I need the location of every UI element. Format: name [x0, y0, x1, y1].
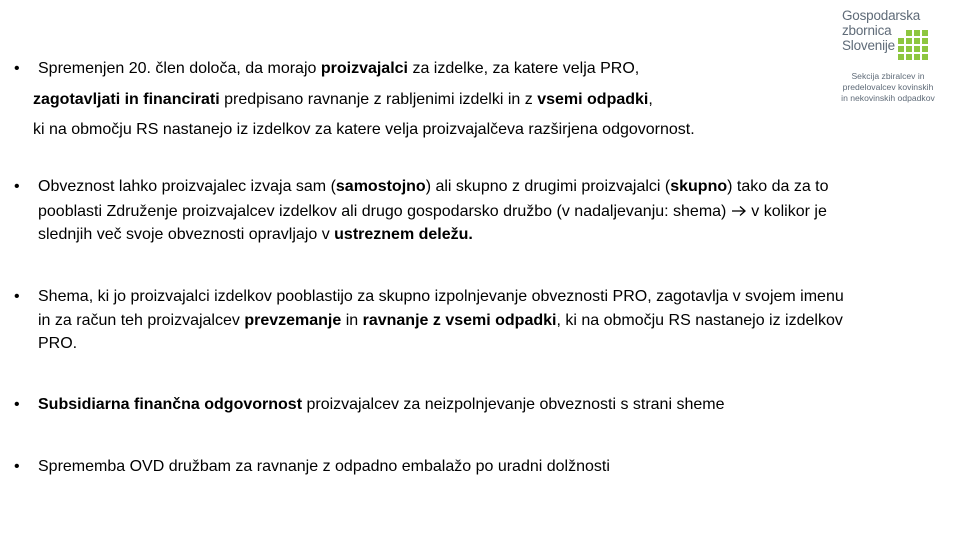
bullet-2-line-1 [38, 177, 829, 197]
body-text: ) tako da za to [727, 178, 829, 195]
bullet-5-line-1 [38, 457, 610, 477]
emphasis-text: zagotavljati in financirati [33, 91, 220, 108]
body-text: PRO. [38, 335, 78, 352]
body-text: in [341, 312, 363, 329]
emphasis-text: proizvajalci [320, 60, 408, 77]
body-text: Spremenjen 20. člen določa, da morajo [38, 60, 321, 77]
bullet-1-line-3 [33, 120, 695, 140]
body-text: Obveznost lahko proizvajalec izvaja sam ( [38, 178, 336, 195]
bullet-marker: • [14, 60, 20, 77]
body-text: ) ali skupno z drugimi proizvajalci ( [425, 178, 671, 195]
bullet-2-line-2 [38, 202, 827, 222]
body-text: in za račun teh proizvajalcev [38, 312, 245, 329]
body-text: predpisano ravnanje z rabljenimi izdelki in z [219, 91, 538, 108]
logo-org-name: Gospodarska zbornica Slovenije [842, 8, 921, 53]
body-text: Sprememba OVD družbam za ravnanje z odpadno embalažo po uradni dolžnosti [38, 458, 610, 475]
bullet-4-line-1 [38, 395, 724, 415]
emphasis-text: prevzemanje [244, 312, 342, 329]
body-text: , ki na območju RS nastanejo iz izdelkov [556, 312, 843, 329]
body-text: Shema, ki jo proizvajalci izdelkov pooblastijo za skupno izpolnjevanje obveznosti PRO, zagotavlja v svojem imenu [38, 288, 844, 305]
bullet-1-line-1 [38, 59, 639, 79]
bullet-3-line-3 [38, 334, 77, 354]
body-text: , [648, 91, 653, 108]
bullet-marker: • [14, 396, 20, 413]
body-text: slednjih več svoje obveznosti opravljajo v [38, 226, 335, 243]
emphasis-text: vsemi odpadki [537, 91, 649, 108]
logo-section-name: Sekcija zbiralcev in predelovalcev kovinskih in nekovinskih odpadkov [841, 71, 935, 103]
emphasis-text: Subsidiarna finančna odgovornost [38, 396, 303, 413]
bullet-1-line-2 [33, 90, 653, 110]
right-arrow-icon [731, 203, 747, 220]
bullet-marker: • [14, 178, 20, 195]
bullet-3-line-2 [38, 311, 843, 331]
bullet-3-line-1 [38, 287, 844, 307]
emphasis-text: ustreznem deležu. [334, 226, 473, 243]
body-text: ki na območju RS nastanejo iz izdelkov za katere velja proizvajalčeva razširjena odgovornost. [33, 121, 695, 138]
body-text: proizvajalcev za neizpolnjevanje obveznosti s strani sheme [302, 396, 725, 413]
bullet-marker: • [14, 458, 20, 475]
body-text: pooblasti Združenje proizvajalcev izdelkov ali drugo gospodarsko družbo (v nadaljevanju: shema) [38, 203, 731, 220]
bullet-marker: • [14, 288, 20, 305]
emphasis-text: skupno [670, 178, 728, 195]
body-text: za izdelke, za katere velja PRO, [408, 60, 640, 77]
emphasis-text: ravnanje z vsemi odpadki [362, 312, 557, 329]
body-text: v kolikor je [746, 203, 827, 220]
emphasis-text: samostojno [335, 178, 426, 195]
bullet-2-line-3 [38, 225, 473, 245]
